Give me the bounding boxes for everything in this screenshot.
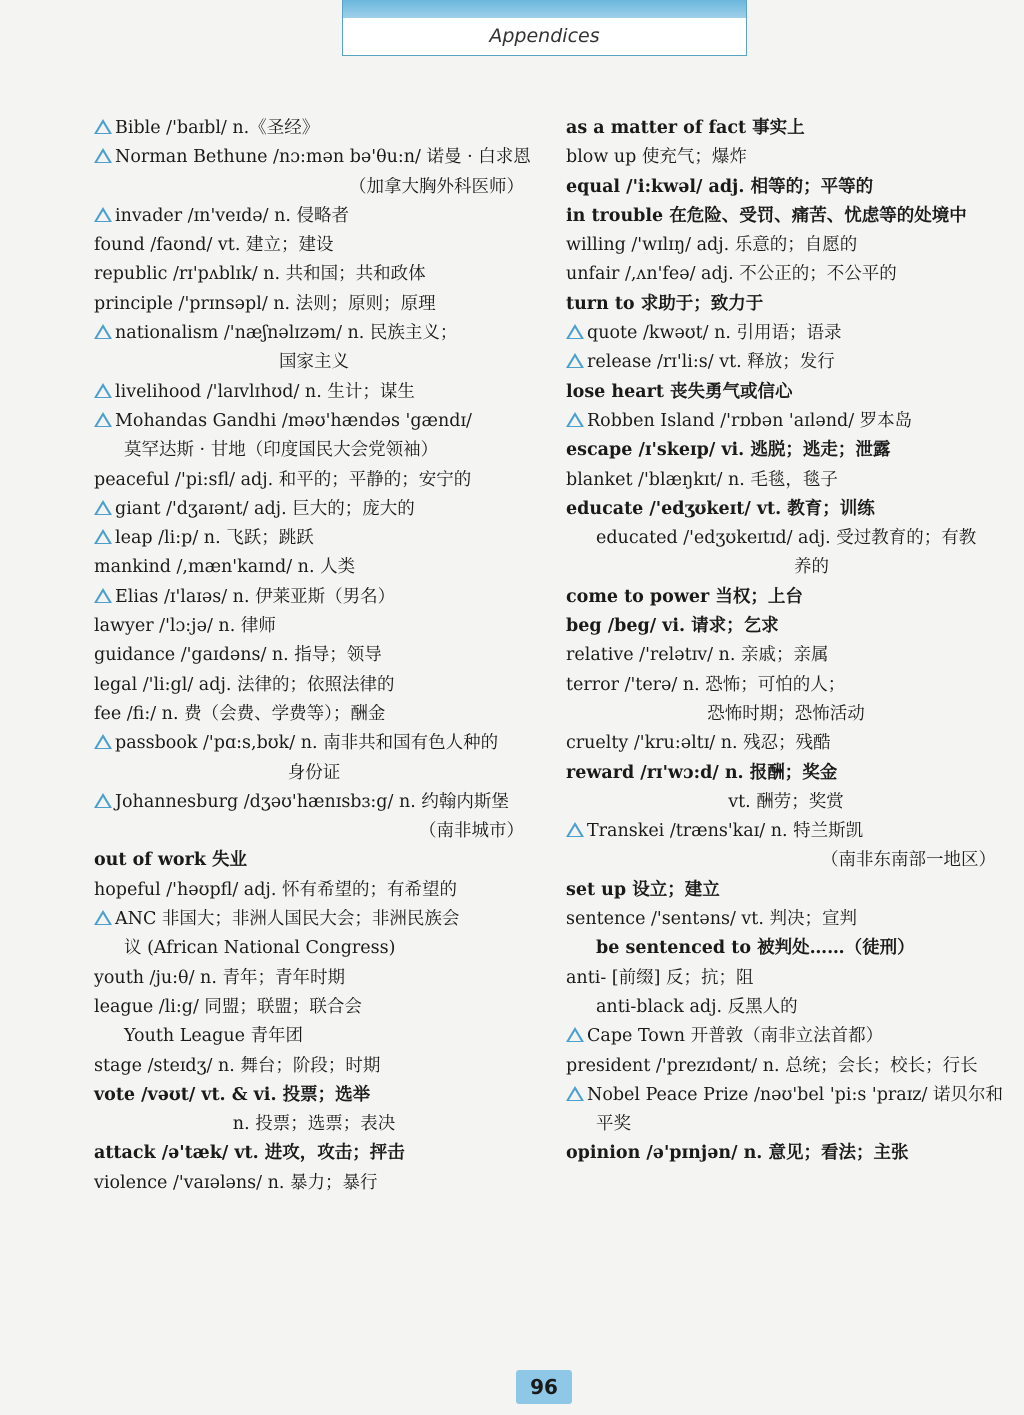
vocab-entry <box>566 729 1006 758</box>
entry-text: invader /ɪn'veɪdə/ n. 侵略者 <box>115 205 350 226</box>
entry-text: Cape Town 开普敦（南非立法首都） <box>587 1026 884 1047</box>
entry-text: 恐怖时期；恐怖活动 <box>707 703 865 724</box>
vocab-entry <box>566 319 1006 348</box>
header-tab <box>342 0 747 56</box>
entry-text: attack /ə'tæk/ vt. 进攻，攻击；抨击 <box>94 1143 405 1164</box>
vocab-entry <box>94 231 534 260</box>
vocab-entry <box>566 231 1006 260</box>
entry-text: out of work 失业 <box>94 850 248 871</box>
vocab-entry <box>566 553 1006 582</box>
vocab-entry <box>566 1110 1006 1139</box>
entry-text: in trouble 在危险、受罚、痛苦、忧虑等的处境中 <box>566 205 967 226</box>
entry-text: peaceful /'pi:sfl/ adj. 和平的；平静的；安宁的 <box>94 469 472 490</box>
vocab-entry <box>566 759 1006 788</box>
entry-text: beg /beg/ vi. 请求；乞求 <box>566 616 779 637</box>
vocab-entry <box>566 788 1006 817</box>
entry-text: anti-black adj. 反黑人的 <box>596 996 798 1017</box>
triangle-icon <box>94 119 112 134</box>
entry-text: release /rɪ'li:s/ vt. 释放；发行 <box>587 352 835 373</box>
entry-text: set up 设立；建立 <box>566 879 720 900</box>
vocab-entry <box>566 1081 1006 1110</box>
entry-text: relative /'relətɪv/ n. 亲戚；亲属 <box>566 645 829 666</box>
vocab-entry <box>566 436 1006 465</box>
vocab-entry <box>566 964 1006 993</box>
vocab-entry <box>94 407 534 436</box>
entry-text: Nobel Peace Prize /nəʊ'bel 'pi:s 'praɪz/ 诺贝尔和 <box>587 1084 1003 1105</box>
entry-text: blanket /'blæŋkɪt/ n. 毛毯，毯子 <box>566 469 838 490</box>
triangle-icon <box>566 353 584 368</box>
vocab-entry <box>566 495 1006 524</box>
entry-text: hopeful /'həʊpfl/ adj. 怀有希望的；有希望的 <box>94 879 457 900</box>
vocab-entry <box>94 436 534 465</box>
triangle-icon <box>94 148 112 163</box>
entry-text: Transkei /træns'kaɪ/ n. 特兰斯凯 <box>587 821 864 842</box>
vocab-entry <box>566 641 1006 670</box>
vocab-entry <box>566 846 1006 875</box>
entry-text: guidance /'gaɪdəns/ n. 指导；领导 <box>94 645 382 666</box>
vocab-entry <box>566 671 1006 700</box>
vocab-entry <box>94 495 534 524</box>
vocab-entry <box>94 553 534 582</box>
vocab-entry <box>94 1081 534 1110</box>
entry-text: Johannesburg /dʒəʊ'hænɪsbɜ:g/ n. 约翰内斯堡 <box>115 791 509 812</box>
entry-text: equal /'i:kwəl/ adj. 相等的；平等的 <box>566 176 874 197</box>
vocab-entry <box>94 964 534 993</box>
entry-text: reward /rɪ'wɔ:d/ n. 报酬；奖金 <box>566 762 838 783</box>
vocab-entry <box>94 729 534 758</box>
entry-text: Youth League 青年团 <box>124 1026 304 1047</box>
triangle-icon <box>566 324 584 339</box>
vocab-entry <box>94 319 534 348</box>
vocab-entry <box>94 348 534 377</box>
entry-text: mankind /,mæn'kaɪnd/ n. 人类 <box>94 557 356 578</box>
vocab-entry <box>566 1022 1006 1051</box>
vocab-entry <box>94 1110 534 1139</box>
vocab-entry <box>566 173 1006 202</box>
vocab-entry <box>566 348 1006 377</box>
triangle-icon <box>94 588 112 603</box>
vocab-entry <box>566 290 1006 319</box>
triangle-icon <box>566 412 584 427</box>
vocab-entry <box>94 612 534 641</box>
vocab-entry <box>94 1022 534 1051</box>
entry-text: blow up 使充气；爆炸 <box>566 147 747 168</box>
vocab-entry <box>94 143 534 172</box>
vocab-entry <box>94 466 534 495</box>
vocab-entry <box>94 114 534 143</box>
entry-text: cruelty /'kru:əltɪ/ n. 残忍；残酷 <box>566 733 831 754</box>
vocab-entry <box>94 759 534 788</box>
entry-text: educate /'edʒʊkeɪt/ vt. 教育；训练 <box>566 498 875 519</box>
triangle-icon <box>94 734 112 749</box>
entry-text: come to power 当权；上台 <box>566 586 803 607</box>
vocab-entry <box>94 876 534 905</box>
entry-text: as a matter of fact 事实上 <box>566 118 805 138</box>
triangle-icon <box>94 500 112 515</box>
entry-text: sentence /'sentəns/ vt. 判决；宣判 <box>566 909 857 930</box>
entry-text: 议 (African National Congress) <box>124 938 396 959</box>
entry-text: violence /'vaɪələns/ n. 暴力；暴行 <box>94 1172 378 1193</box>
entry-text: nationalism /'næʃnəlɪzəm/ n. 民族主义； <box>115 323 458 344</box>
vocabulary-column-right <box>566 114 1006 1169</box>
vocab-entry <box>566 466 1006 495</box>
entry-text: Elias /ɪ'laɪəs/ n. 伊莱亚斯（男名） <box>115 586 396 607</box>
entry-text: educated /'edʒʊkeɪtɪd/ adj. 受过教育的；有教 <box>596 528 977 549</box>
vocab-entry <box>566 993 1006 1022</box>
entry-text: livelihood /'laɪvlɪhʊd/ n. 生计；谋生 <box>115 381 415 402</box>
entry-text: Bible /'baɪbl/ n.《圣经》 <box>115 118 320 138</box>
entry-text: ANC 非国大；非洲人国民大会；非洲民族会 <box>115 909 460 930</box>
page-number: 96 <box>530 1375 558 1399</box>
vocab-entry <box>94 700 534 729</box>
vocab-entry <box>94 993 534 1022</box>
entry-text: vote /vəʊt/ vt. & vi. 投票；选举 <box>94 1084 371 1105</box>
entry-text: republic /rɪ'pʌblɪk/ n. 共和国；共和政体 <box>94 264 426 285</box>
entry-text: n. 投票；选票；表决 <box>232 1114 396 1135</box>
entry-text: anti- [前缀] 反；抗；阻 <box>566 967 754 988</box>
vocab-entry <box>566 1052 1006 1081</box>
triangle-icon <box>94 207 112 222</box>
vocab-entry <box>94 1139 534 1168</box>
entry-text: turn to 求助于；致力于 <box>566 293 764 314</box>
vocab-entry <box>94 846 534 875</box>
entry-text: lose heart 丧失勇气或信心 <box>566 381 793 402</box>
triangle-icon <box>566 1086 584 1101</box>
entry-text: 身份证 <box>287 762 341 783</box>
entry-text: terror /'terə/ n. 恐怖；可怕的人； <box>566 674 846 695</box>
vocab-entry <box>566 202 1006 231</box>
vocab-entry <box>566 876 1006 905</box>
entry-text: willing /'wɪlɪŋ/ adj. 乐意的；自愿的 <box>566 235 858 256</box>
vocab-entry <box>94 202 534 231</box>
entry-text: Mohandas Gandhi /məʊ'hændəs 'gændɪ/ <box>115 410 472 431</box>
vocab-entry <box>94 641 534 670</box>
entry-text: （南非城市） <box>419 821 524 842</box>
triangle-icon <box>94 793 112 808</box>
vocab-entry <box>566 817 1006 846</box>
vocab-entry <box>94 524 534 553</box>
vocab-entry <box>566 114 1006 143</box>
entry-text: lawyer /'lɔ:jə/ n. 律师 <box>94 616 276 637</box>
vocab-entry <box>566 934 1006 963</box>
entry-text: fee /fi:/ n. 费（会费、学费等）；酬金 <box>94 703 386 724</box>
entry-text: principle /'prɪnsəpl/ n. 法则；原则；原理 <box>94 293 436 314</box>
entry-text: escape /ɪ'skeɪp/ vi. 逃脱；逃走；泄露 <box>566 440 891 461</box>
vocab-entry <box>94 788 534 817</box>
vocab-entry <box>566 700 1006 729</box>
entry-text: be sentenced to 被判处……（徒刑） <box>596 938 915 959</box>
triangle-icon <box>94 910 112 925</box>
vocabulary-column-left <box>94 114 534 1198</box>
entry-text: opinion /ə'pɪnjən/ n. 意见；看法；主张 <box>566 1143 909 1164</box>
vocab-entry <box>566 260 1006 289</box>
entry-text: unfair /,ʌn'feə/ adj. 不公正的；不公平的 <box>566 264 897 285</box>
vocab-entry <box>94 1169 534 1198</box>
triangle-icon <box>94 529 112 544</box>
vocab-entry <box>566 583 1006 612</box>
entry-text: legal /'li:gl/ adj. 法律的；依照法律的 <box>94 674 395 695</box>
vocab-entry <box>94 817 534 846</box>
vocab-entry <box>94 378 534 407</box>
entry-text: Norman Bethune /nɔ:mən bə'θu:n/ 诺曼 · 白求恩 <box>115 147 531 168</box>
vocab-entry <box>566 143 1006 172</box>
entry-text: （南非东南部一地区） <box>821 850 996 871</box>
entry-text: stage /steɪdʒ/ n. 舞台；阶段；时期 <box>94 1055 381 1076</box>
entry-text: 国家主义 <box>279 352 349 373</box>
vocab-entry <box>94 583 534 612</box>
vocab-entry <box>566 524 1006 553</box>
entry-text: giant /'dʒaɪənt/ adj. 巨大的；庞大的 <box>115 498 415 519</box>
entry-text: president /'prezɪdənt/ n. 总统；会长；校长；行长 <box>566 1055 978 1076</box>
triangle-icon <box>94 324 112 339</box>
entry-text: youth /ju:θ/ n. 青年；青年时期 <box>94 967 345 988</box>
vocab-entry <box>566 612 1006 641</box>
entry-text: leap /li:p/ n. 飞跃；跳跃 <box>115 528 314 549</box>
vocab-entry <box>94 934 534 963</box>
vocab-entry <box>94 260 534 289</box>
entry-text: 莫罕达斯 · 甘地（印度国民大会党领袖） <box>124 440 439 461</box>
vocab-entry <box>566 407 1006 436</box>
triangle-icon <box>566 1027 584 1042</box>
entry-text: （加拿大胸外科医师） <box>349 176 524 197</box>
triangle-icon <box>94 383 112 398</box>
entry-text: quote /kwəʊt/ n. 引用语；语录 <box>587 323 842 344</box>
vocab-entry <box>94 173 534 202</box>
triangle-icon <box>566 822 584 837</box>
vocab-entry <box>566 378 1006 407</box>
section-title: Appendices <box>489 25 600 47</box>
entry-text: found /faʊnd/ vt. 建立；建设 <box>94 235 334 256</box>
vocab-entry <box>94 1052 534 1081</box>
entry-text: 养的 <box>794 557 829 578</box>
entry-text: 平奖 <box>596 1114 631 1135</box>
entry-text: league /li:g/ 同盟；联盟；联合会 <box>94 996 362 1017</box>
page-number-box <box>516 1370 572 1404</box>
entry-text: passbook /'pɑ:s,bʊk/ n. 南非共和国有色人种的 <box>115 733 499 754</box>
entry-text: Robben Island /'rɒbən 'aɪlənd/ 罗本岛 <box>587 410 913 431</box>
entry-text: vt. 酬劳；奖赏 <box>728 791 844 812</box>
triangle-icon <box>94 412 112 427</box>
vocab-entry <box>566 1139 1006 1168</box>
header-wave-band <box>343 0 746 18</box>
vocab-entry <box>94 290 534 319</box>
vocab-entry <box>566 905 1006 934</box>
vocab-entry <box>94 905 534 934</box>
vocab-entry <box>94 671 534 700</box>
